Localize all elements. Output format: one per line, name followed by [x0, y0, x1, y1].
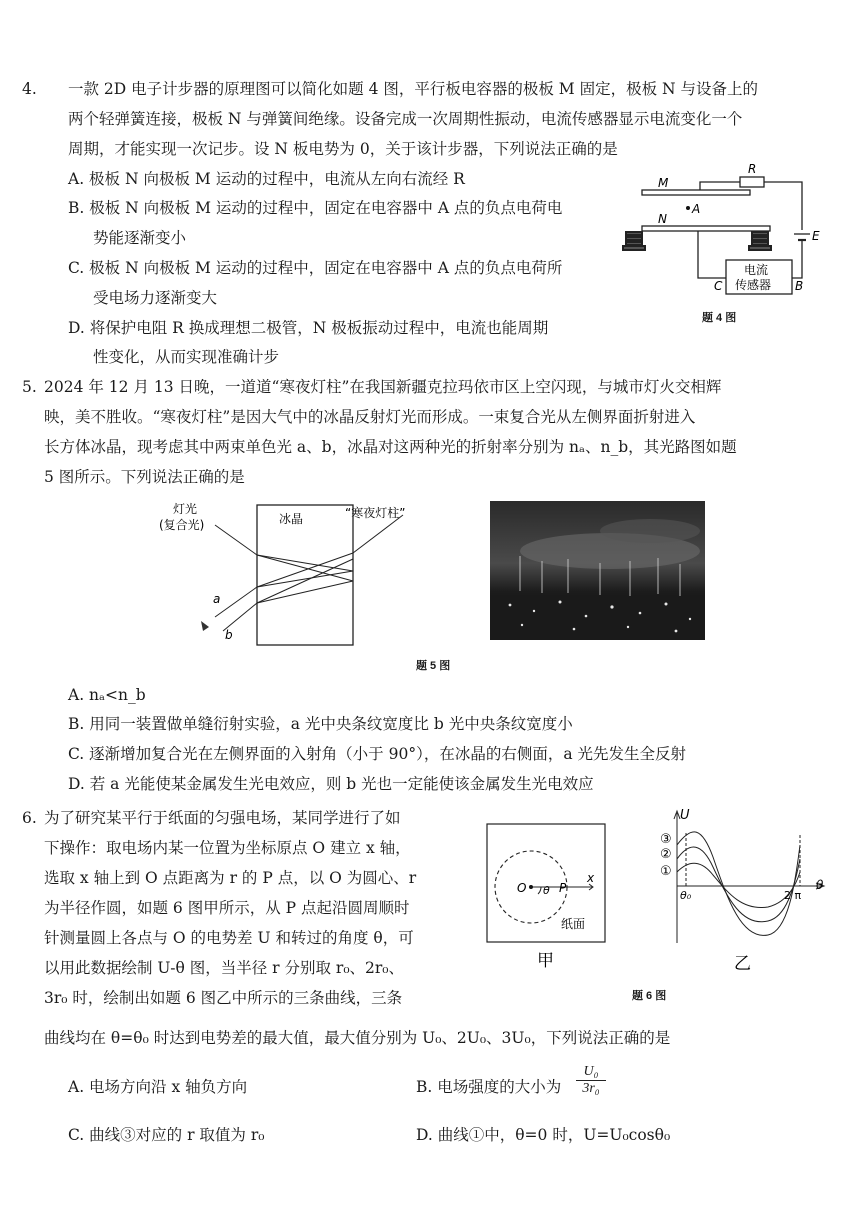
curve-1-label: ① [660, 864, 672, 879]
q5-option-a: A. nₐ<n_b [68, 686, 146, 704]
q6-stem-line-1: 为了研究某平行于纸面的匀强电场，某同学进行了如 [44, 809, 401, 827]
q6-stem-line-8: 曲线均在 θ=θ₀ 时达到电势差的最大值，最大值分别为 U₀、2U₀、3U₀，下列说法正确的是 [44, 1029, 671, 1047]
label-x: x [587, 871, 595, 885]
label-r: R [748, 162, 757, 176]
label-o: O [517, 881, 527, 895]
label-p: P [559, 881, 567, 895]
fraction-denominator: 3r₀ [582, 1081, 600, 1097]
q5-stem-line-2: 映，美不胜收。“寒夜灯柱”是因大气中的冰晶反射灯光而形成。一束复合光从左侧界面折射进入 [44, 408, 696, 426]
q4-option-a: A. 极板 N 向极板 M 运动的过程中，电流从左向右流经 R [68, 170, 465, 188]
label-n: N [658, 212, 667, 226]
spring-right [749, 232, 771, 250]
label-m: M [658, 176, 669, 190]
curve-2 [677, 847, 800, 922]
theta0-label: θ₀ [680, 889, 692, 902]
q4-option-c-line-1: C. 极板 N 向极板 M 运动的过程中，固定在电容器中 A 点的负点电荷所 [68, 259, 563, 277]
q5-stem-line-1: 2024 年 12 月 13 日晚，一道道“寒夜灯柱”在我国新疆克拉玛依市区上空闪现，与城市灯火交相辉 [44, 378, 722, 396]
label-e: E [812, 229, 820, 243]
q4-option-c-line-2: 受电场力逐渐变大 [93, 289, 218, 307]
eye-icon [201, 621, 209, 631]
sensor-label-2: 传感器 [735, 278, 772, 292]
q5-option-c: C. 逐渐增加复合光在左侧界面的入射角（小于 90°），在冰晶的右侧面，a 光先发生全反射 [68, 745, 686, 763]
curve-1 [677, 863, 800, 907]
q4-option-d-line-1: D. 将保护电阻 R 换成理想二极管，N 极板振动过程中，电流也能周期 [68, 319, 549, 337]
q4-stem-line-2: 两个轻弹簧连接，极板 N 与弹簧间绝缘。设备完成一次周期性振动，电流传感器显示电流变化一个 [68, 110, 743, 128]
crystal-label: 冰晶 [279, 512, 304, 526]
curve-3-label: ③ [660, 832, 672, 847]
resistor-r [740, 177, 764, 187]
light-label-2: (复合光) [159, 518, 205, 532]
light-label-1: 灯光 [173, 502, 198, 516]
q6-option-c: C. 曲线③对应的 r 取值为 r₀ [68, 1126, 265, 1144]
q6-stem-line-6: 以用此数据绘制 U-θ 图，当半径 r 分别取 r₀、2r₀、 [44, 959, 405, 977]
label-c: C [714, 279, 723, 293]
label-b: B [795, 279, 804, 293]
q6-stem-line-3: 选取 x 轴上到 O 点距离为 r 的 P 点，以 O 为圆心、r [44, 869, 417, 887]
two-pi-label: 2 π [784, 889, 802, 902]
q4-figure-caption: 题 4 图 [702, 312, 737, 324]
q5-number: 5. [22, 378, 37, 396]
q6-stem-line-4: 为半径作圆，如题 6 图甲所示，从 P 点起沿圆周顺时 [44, 899, 410, 917]
q6-stem-line-7: 3r₀ 时，绘制出如题 6 图乙中所示的三条曲线，三条 [44, 989, 403, 1007]
ray-b-label: b [225, 628, 233, 642]
ice-crystal [257, 505, 353, 645]
curve-2-label: ② [660, 847, 672, 862]
q6-option-d: D. 曲线①中，θ=0 时，U=U₀cosθ₀ [416, 1126, 671, 1144]
light-pillar-photo [490, 501, 705, 640]
q4-number: 4. [22, 80, 37, 98]
q6-stem-line-5: 针测量圆上各点与 O 的电势差 U 和转过的角度 θ，可 [44, 929, 414, 947]
q4-option-b-line-2: 势能逐渐变小 [93, 229, 187, 247]
q5-stem-line-3: 长方体冰晶，现考虑其中两束单色光 a、b，冰晶对这两种光的折射率分别为 nₐ、n_b，其光路图如题 [44, 438, 737, 456]
label-a: A [692, 202, 701, 216]
q4-option-d-line-2: 性变化，从而实现准确计步 [93, 348, 280, 366]
q6-option-b-prefix: B. 电场强度的大小为 [416, 1078, 562, 1096]
sensor-label-1: 电流 [744, 263, 769, 277]
spring-left [623, 232, 645, 250]
q5-figure-caption: 题 5 图 [416, 660, 451, 672]
label-theta: θ [543, 884, 550, 897]
q6-number: 6. [22, 809, 37, 827]
q5-light-path-figure [155, 495, 445, 650]
q5-stem-line-4: 5 图所示。下列说法正确的是 [44, 468, 245, 486]
q5-option-b: B. 用同一装置做单缝衍射实验，a 光中央条纹宽度比 b 光中央条纹宽度小 [68, 715, 573, 733]
q6-figure-yi [650, 805, 830, 975]
ray-a-label: a [213, 592, 221, 606]
axis-theta-label: θ [816, 878, 824, 892]
q6-figure-jia [485, 822, 610, 972]
q6-figure-caption: 题 6 图 [632, 990, 667, 1002]
q4-option-b-line-1: B. 极板 N 向极板 M 运动的过程中，固定在电容器中 A 点的负点电荷电 [68, 199, 563, 217]
yi-label: 乙 [734, 954, 751, 974]
pillar-label: “寒夜灯柱” [345, 506, 406, 520]
paper-label: 纸面 [561, 917, 586, 931]
q4-stem-line-1: 一款 2D 电子计步器的原理图可以简化如题 4 图，平行板电容器的极板 M 固定，极板 N 与设备上的 [68, 80, 759, 98]
q6-option-b-fraction [576, 1064, 606, 1097]
q6-stem-line-2: 下操作：取电场内某一位置为坐标原点 O 建立 x 轴， [44, 839, 411, 857]
jia-label: 甲 [537, 951, 554, 971]
axis-u-label: U [680, 808, 690, 823]
q5-option-d: D. 若 a 光能使某金属发生光电效应，则 b 光也一定能使该金属发生光电效应 [68, 775, 594, 793]
q6-option-a: A. 电场方向沿 x 轴负方向 [68, 1078, 248, 1096]
fraction-numerator: U₀ [576, 1064, 606, 1081]
q4-circuit-figure [620, 160, 835, 325]
q4-stem-line-3: 周期，才能实现一次记步。设 N 板电势为 0，关于该计步器，下列说法正确的是 [68, 140, 618, 158]
